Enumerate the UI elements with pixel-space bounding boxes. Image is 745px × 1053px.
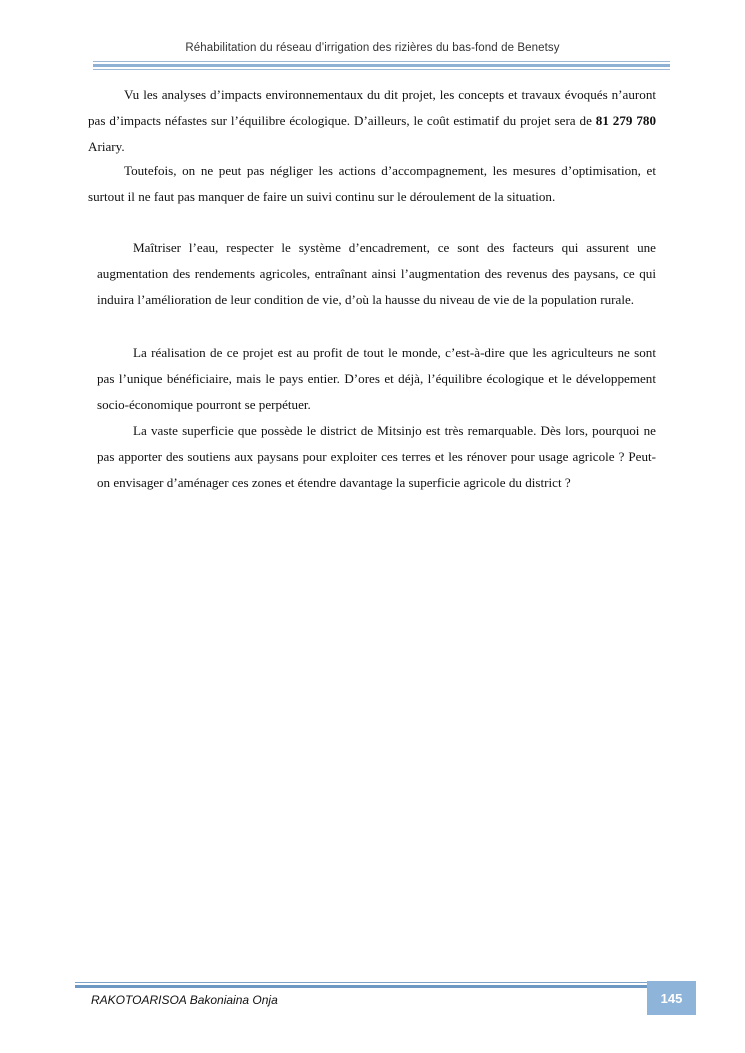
running-header-title: Réhabilitation du réseau d’irrigation des rizières du bas-fond de Benetsy (185, 42, 560, 54)
header-rule-bottom (93, 69, 670, 70)
header-rule-top (93, 61, 670, 62)
paragraph-impacts (88, 82, 656, 160)
cost-amount: 81 279 780 (595, 113, 656, 128)
paragraph-accompaniment: Toutefois, on ne peut pas négliger les actions d’accompagnement, les mesures d’optimisation, et surtout il ne faut pas manquer de faire un suivi continu sur le déroulement de la situation. (88, 163, 656, 204)
paragraph-impacts-text: Vu les analyses d’impacts environnementaux du dit projet, les concepts et travaux évoqués n’auront pas d’impacts néfastes sur l’équilibre écologique. D’ailleurs, le coût estimatif du projet sera de (88, 87, 656, 128)
footer-rule-thick (75, 985, 647, 988)
paragraph-mitsinjo-district: La vaste superficie que possède le district de Mitsinjo est très remarquable. Dès lors, pourquoi ne pas apporter des soutiens aux paysans pour exploiter ces terres et les rénover pour usage agricole ? Peut-on envisager d’aménager ces zones et étendre davantage la superficie agricole du district ? (97, 423, 656, 490)
footer-rule-thin (75, 982, 647, 983)
page-number-badge: 145 (647, 981, 696, 1015)
paragraph-water-control: Maîtriser l’eau, respecter le système d’encadrement, ce sont des facteurs qui assurent une augmentation des rendements agricoles, entraînant ainsi l’augmentation des revenus des paysans, ce qui induira l’amélioration de leur condition de vie, d’où la hausse du niveau de vie de la population rurale. (97, 240, 656, 307)
header-rule-thick (93, 64, 670, 67)
footer-author: RAKOTOARISOA Bakoniaina Onja (91, 993, 278, 1007)
paragraph-project-benefit: La réalisation de ce projet est au profit de tout le monde, c’est-à-dire que les agriculteurs ne sont pas l’unique bénéficiaire, mais le pays entier. D’ores et déjà, l’équilibre écologique et le développement socio-économique pourront se perpétuer. (97, 345, 656, 412)
cost-currency: Ariary. (88, 139, 125, 154)
